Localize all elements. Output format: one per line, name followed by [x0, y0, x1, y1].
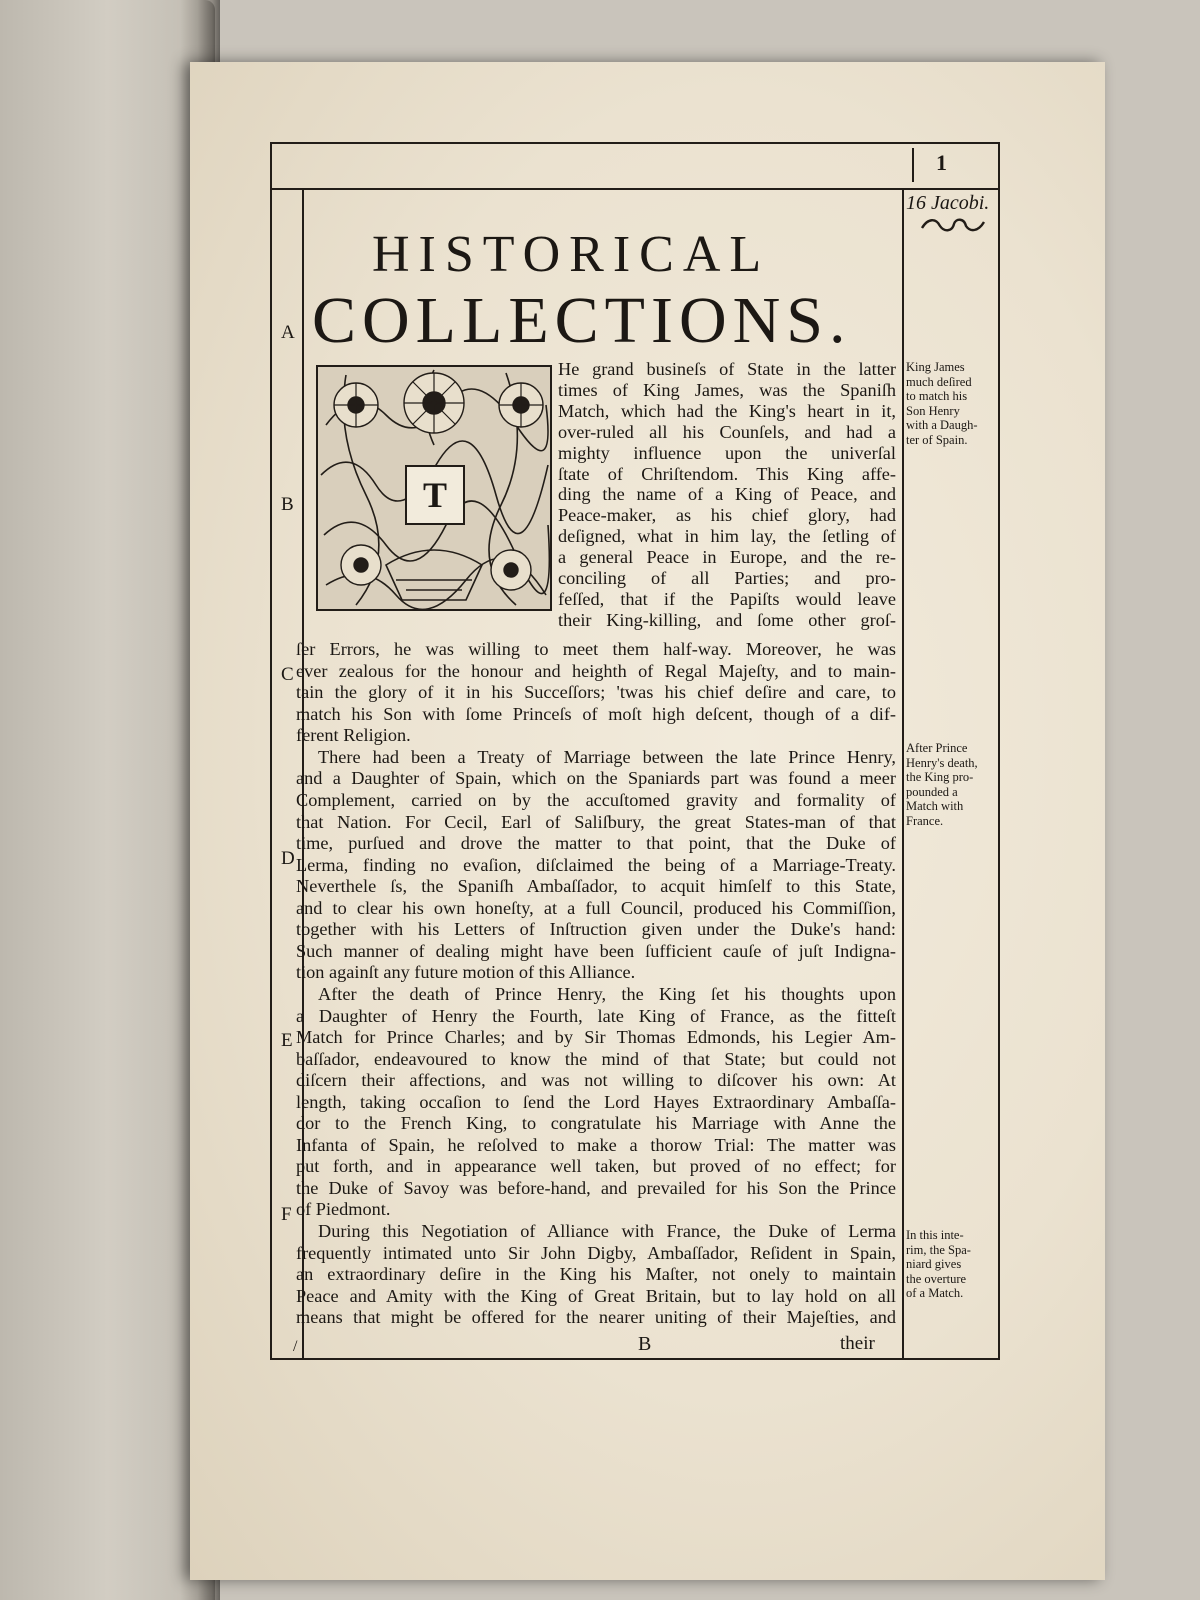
sidenote-3: [906, 1228, 998, 1301]
body-line: There had been a Treaty of Marriage between the late Prince Henry,: [318, 746, 896, 767]
body-line: Such manner of dealing might have been ſufficient cauſe of juſt Indigna-: [296, 940, 896, 961]
top-rule: [270, 142, 1000, 144]
catchword: their: [840, 1333, 875, 1354]
body-line: tion againſt any future motion of this Alliance.: [296, 962, 636, 983]
body-line: Match, which had the King's heart in it,: [558, 400, 896, 421]
margin-letter-e: E: [281, 1030, 293, 1051]
body-line: tain the glory of it in his Succeſſors; 'twas his chief deſire and care, to: [296, 682, 896, 703]
sidenote-2: [906, 741, 998, 829]
body-line: a Daughter of Henry the Fourth, late King of France, as the fitteſt: [296, 1005, 896, 1026]
initial-letter: T: [405, 465, 465, 525]
margin-letter-d: D: [281, 848, 295, 869]
sidenote-line: the King pro-: [906, 770, 974, 785]
sidenote-line: rim, the Spa-: [906, 1242, 971, 1257]
sidenote-line: After Prince: [906, 741, 968, 755]
body-line: ding the name of a King of Peace, and: [558, 484, 896, 505]
body-line: Neverthele ſs, the Spaniſh Ambaſſador, to acquit himſelf to this State,: [296, 876, 896, 897]
margin-letter-f: F: [281, 1204, 292, 1225]
body-line: He grand busineſs of State in the latter: [558, 359, 896, 379]
body-line: an extraordinary deſire in the King his Maſter, not onely to maintain: [296, 1264, 896, 1285]
outer-left-rule: [270, 142, 272, 1360]
sidenote-line: In this inte-: [906, 1228, 964, 1242]
sidenote-line: of a Match.: [906, 1286, 964, 1301]
sidenote-line: Son Henry: [906, 403, 960, 418]
body-line: Peace and Amity with the King of Great Britain, but to lay hold on all: [296, 1285, 896, 1306]
sidenote-line: Henry's death,: [906, 755, 978, 770]
sidenote-line: with a Daugh-: [906, 418, 978, 433]
body-line: Infanta of Spain, he reſolved to make a thorow Trial: The matter was: [296, 1134, 896, 1155]
body-line: put forth, and in appearance well taken, but proved of no effect; for: [296, 1156, 896, 1177]
title-line-1: HISTORICAL: [372, 226, 771, 283]
sidenote-line: France.: [906, 813, 944, 828]
body-line: a general Peace in Europe, and the re-: [558, 547, 896, 568]
body-line: ever zealous for the honour and heighth of Regal Majeſty, and to main-: [296, 660, 896, 681]
body-line: diſcern their affections, and was not willing to diſcover his own: At: [296, 1070, 896, 1091]
body-line: Peace-maker, as his chief glory, had: [558, 505, 896, 526]
body-line: conciling of all Parties; and pro-: [558, 568, 896, 588]
ornament-icon: [918, 216, 988, 234]
body-line: length, taking occaſion to ſend the Lord Hayes Extraordinary Ambaſſa-: [296, 1091, 896, 1112]
body-line: of Piedmont.: [296, 1199, 391, 1220]
margin-letter-b: B: [281, 494, 294, 515]
sidenote-line: niard gives: [906, 1257, 962, 1272]
header-divider: [912, 148, 914, 182]
body-line: baſſador, endeavoured to know the mind of that State; but could not: [296, 1048, 896, 1069]
body-line: Complement, carried on by the accuſtomed gravity and formality of: [296, 790, 896, 810]
body-line: After the death of Prince Henry, the King ſet his thoughts upon: [318, 983, 896, 1004]
footer-mark: /: [293, 1338, 298, 1355]
running-head: 16 Jacobi.: [906, 192, 990, 214]
body-line: the Duke of Savoy was before-hand, and prevailed for his Son the Prince: [296, 1177, 896, 1198]
page-number: 1: [936, 150, 947, 175]
body-line: means that might be offered for the nearer uniting of their Majeſties, and: [296, 1307, 896, 1328]
body-line: and a Daughter of Spain, which on the Spaniards part was found a meer: [296, 768, 896, 789]
text-right-rule: [902, 188, 904, 1358]
body-line: over-ruled all his Counſels, and had a: [558, 421, 896, 442]
margin-letter-a: A: [281, 322, 295, 343]
header-rule: [270, 188, 1000, 190]
sidenote-1: [906, 360, 998, 448]
body-line: dor to the French King, to congratulate his Marriage with Anne the: [296, 1113, 896, 1134]
sidenote-line: much deſired: [906, 374, 972, 389]
body-line: ſtate of Chriſtendom. This King affe-: [558, 463, 896, 484]
body-line: feſſed, that if the Papiſts would leave: [558, 588, 896, 609]
signature-mark: B: [638, 1333, 652, 1355]
body-line: and to clear his own honeſty, at a full Council, produced his Commiſſion,: [296, 897, 896, 918]
title-line-2: COLLECTIONS.: [312, 284, 852, 357]
sidenote-line: to match his: [906, 389, 968, 404]
body-line: ſer Errors, he was willing to meet them half-way. Moreover, he was: [296, 639, 896, 660]
sidenote-line: King James: [906, 360, 965, 374]
body-line: match his Son with ſome Princeſs of moſt high deſcent, though of a dif-: [296, 703, 896, 724]
sidenote-line: Match with: [906, 799, 964, 814]
body-line: During this Negotiation of Alliance with France, the Duke of Lerma: [318, 1221, 896, 1241]
body-line: ferent Religion.: [296, 725, 411, 746]
body-line: that Nation. For Cecil, Earl of Saliſbury, the great States-man of that: [296, 811, 896, 832]
body-line: Match for Prince Charles; and by Sir Thomas Edmonds, his Legier Am-: [296, 1027, 896, 1048]
body-line: Lerma, finding no evaſion, diſclaimed the being of a Marriage-Treaty.: [296, 854, 896, 875]
body-line: together with his Letters of Inſtruction given under the Duke's hand:: [296, 919, 896, 940]
bottom-rule: [270, 1358, 1000, 1360]
body-line: time, purſued and drove the matter to that point, that the Duke of: [296, 833, 896, 854]
sidenote-line: the overture: [906, 1271, 967, 1286]
sidenote-line: pounded a: [906, 784, 958, 799]
body-line: mighty influence upon the univerſal: [558, 442, 896, 463]
body-line: their King-killing, and ſome other groſ-: [558, 609, 896, 630]
body-line: times of King James, was the Spaniſh: [558, 379, 896, 400]
margin-letter-c: C: [281, 664, 294, 685]
outer-right-rule: [998, 142, 1000, 1360]
body-line: frequently intimated unto Sir John Digby, Ambaſſador, Reſident in Spain,: [296, 1242, 896, 1263]
body-line: deſigned, what in him lay, the ſetling of: [558, 526, 896, 547]
sidenote-line: ter of Spain.: [906, 432, 968, 447]
